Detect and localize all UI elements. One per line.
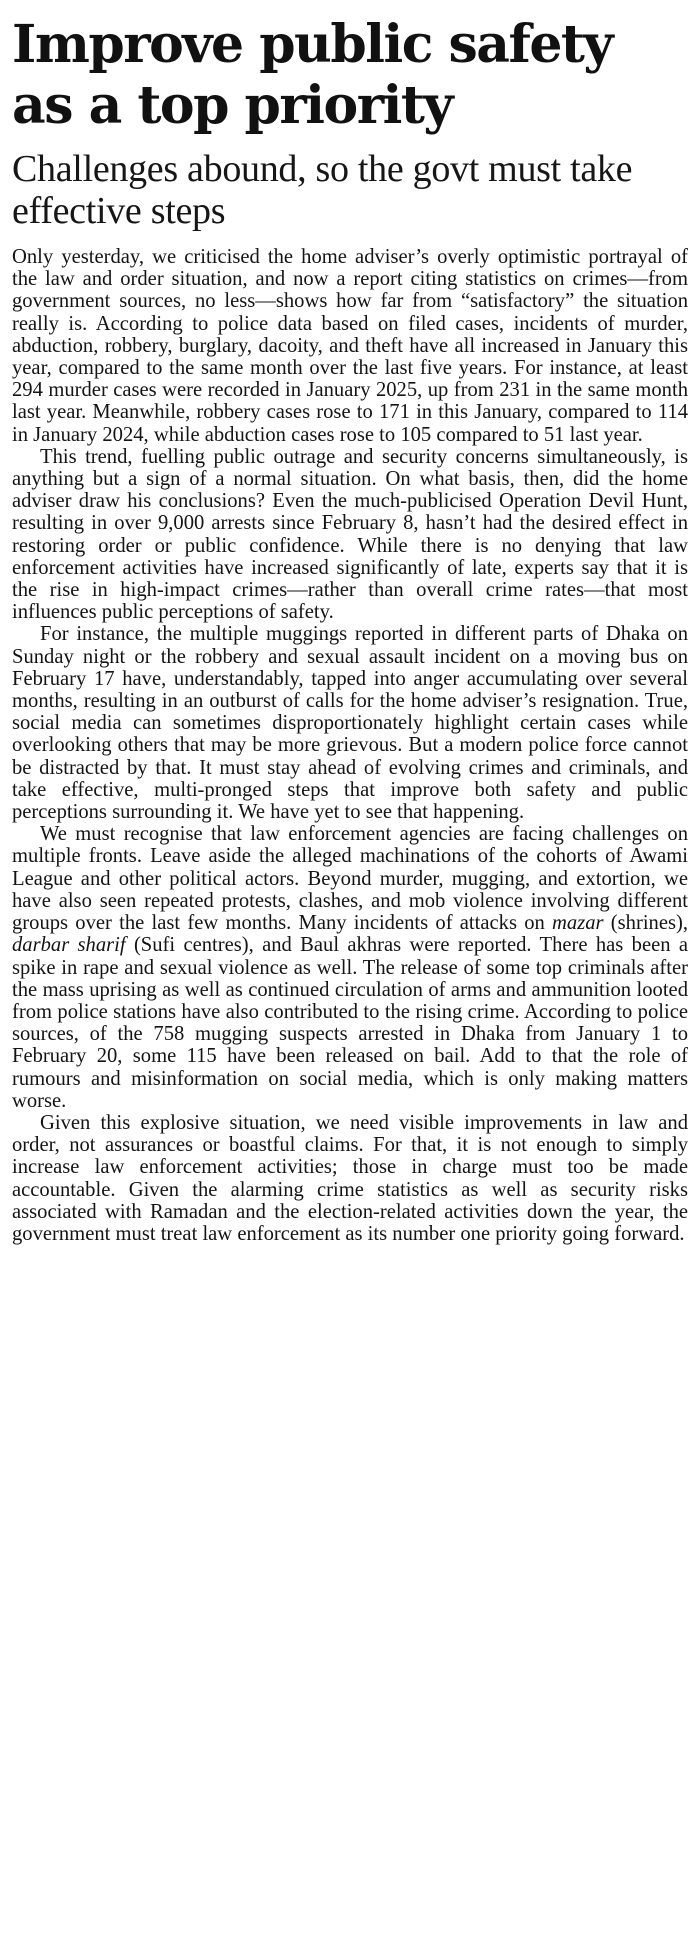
headline: Improve public safety as a top priority	[12, 14, 613, 136]
paragraph-1	[12, 246, 688, 446]
paragraph-1-text: Only yesterday, we criticised the home adviser’s overly optimistic portrayal of the law and order situation, and now a report citing statistics on crimes—from government sources, no less—shows how far from “satisfactory” the situation really is. According to police data based on filed cases, incidents of murder, abduction, robbery, burglary, dacoity, and theft have all increased in January this year, compared to the same month over the last five years. For instance, at least 294 murder cases were recorded in January 2025, up from 231 in the same month last year. Meanwhile, robbery cases rose to 171 in this January, compared to 114 in January 2024, while abduction cases rose to 105 compared to 51 last year.	[12, 246, 688, 446]
term-darbar-sharif: darbar sharif	[12, 934, 126, 957]
article-body	[12, 246, 688, 1245]
paragraph-5	[12, 1112, 688, 1245]
paragraph-2-text: This trend, fuelling public outrage and security concerns simultaneously, is anything but a sign of a normal situation. On what basis, then, did the home adviser draw his conclusions? Even the much-publicised Operation Devil Hunt, resulting in over 9,000 arrests since February 8, hasn’t had the desired effect in restoring order or public confidence. While there is no denying that law enforcement activities have increased significantly of late, experts say that it is the rise in high-impact crimes—rather than overall crime rates—that most influences public perceptions of safety.	[12, 445, 688, 624]
paragraph-4-text-b: (shrines),	[603, 912, 688, 935]
paragraph-3-text: For instance, the multiple muggings reported in different parts of Dhaka on Sunday night or the robbery and sexual assault incident on a moving bus on February 17 have, understandably, tapped into anger accumulating over several months, resulting in an outburst of calls for the home adviser’s resignation. True, social media can sometimes disproportionately highlight certain cases while overlooking others that may be more grievous. But a modern police force cannot be distracted by that. It must stay ahead of evolving crimes and criminals, and take effective, multi-pronged steps that improve both safety and public perceptions surrounding it. We have yet to see that happening.	[12, 623, 688, 824]
paragraph-3	[12, 623, 688, 823]
paragraph-4-text-c: (Sufi centres), and Baul akhras were reported. There has been a spike in rape and sexual violence as well. The release of some top criminals after the mass uprising as well as continued circulation of arms and ammunition looted from police stations have also contributed to the rising crime. According to police sources, of the 758 mugging suspects arrested in Dhaka from January 1 to February 20, some 115 have been released on bail. Add to that the role of rumours and misinformation on social media, which is only making matters worse.	[12, 934, 688, 1112]
term-mazar: mazar	[552, 912, 604, 935]
paragraph-4	[12, 823, 688, 1112]
paragraph-2	[12, 446, 688, 624]
paragraph-5-text: Given this explosive situation, we need visible improvements in law and order, not assurances or boastful claims. For that, it is not enough to simply increase law enforcement activities; those in charge must too be made accountable. Given the alarming crime statistics as well as security risks associated with Ramadan and the election-related activities down the year, the government must treat law enforcement as its number one priority going forward.	[12, 1111, 688, 1245]
paragraph-4-text-a: We must recognise that law enforcement agencies are facing challenges on multiple fronts. Leave aside the alleged machinations of the cohorts of Awami League and other political actors. Beyond murder, mugging, and extortion, we have also seen repeated protests, clashes, and mob violence involving different groups over the last few months. Many incidents of attacks on	[12, 823, 688, 935]
subheadline: Challenges abound, so the govt must take effective steps	[12, 148, 633, 232]
